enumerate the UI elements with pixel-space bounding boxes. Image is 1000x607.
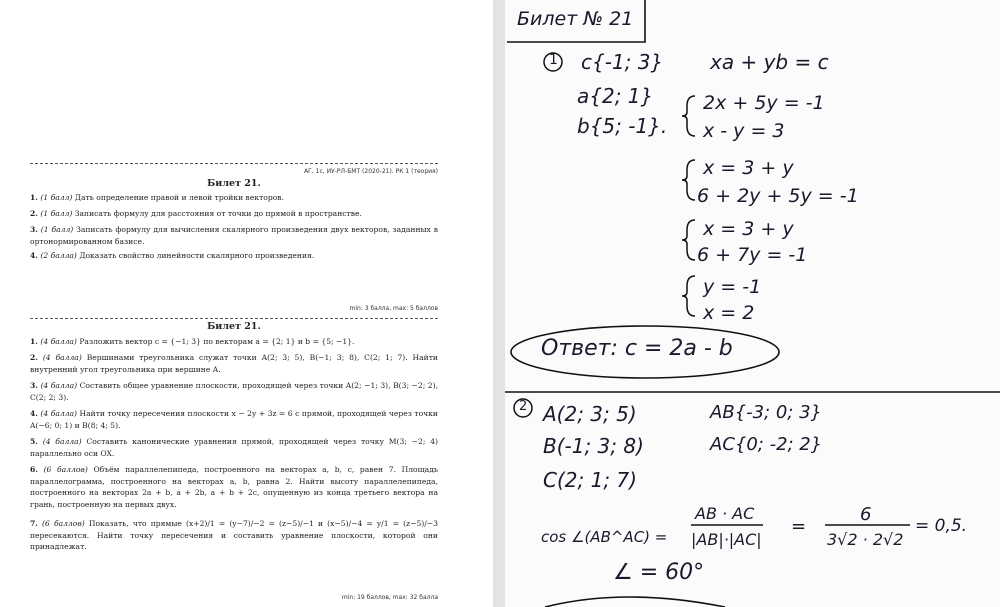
- ticket-title: Билет 21.: [207, 178, 261, 189]
- vector-c: c{-1; 3}: [581, 50, 664, 74]
- point-a: A(2; 3; 5): [543, 402, 637, 426]
- page-divider: [493, 0, 505, 607]
- problem-3: [30, 380, 438, 403]
- score-range: min: 3 балла, max: 5 баллов: [349, 305, 438, 312]
- question-number: 3.: [30, 225, 38, 234]
- question-points: (2 балла): [40, 251, 77, 260]
- cosine-lhs: cos ∠(AB^AC) =: [541, 528, 668, 546]
- question-text: Записать формулу для вычисления скалярного произведения двух векторов, заданных в ортонормированном базисе.: [30, 225, 438, 246]
- question-text: Вершинами треугольника служат точки A(2; 3; 5), B(−1; 3; 8), C(2; 1; 7). Найти внутренний угол треугольника при вершине A.: [30, 353, 438, 374]
- ticket-sheets: [0, 0, 493, 607]
- vector-b: b{5; -1}.: [577, 114, 668, 138]
- question-number: 4.: [30, 409, 38, 418]
- question-number: 2.: [30, 209, 38, 218]
- system-1-eq-2: x - y = 3: [703, 120, 785, 142]
- question-points: (6 баллов): [42, 519, 85, 528]
- problem-6: [30, 464, 438, 510]
- question-points: (1 балл): [40, 209, 73, 218]
- question-number: 4.: [30, 251, 38, 260]
- fraction-2-denominator: 3√2 · 2√2: [827, 530, 904, 549]
- question-points: (6 баллов): [43, 465, 88, 474]
- question-number: 3.: [30, 381, 38, 390]
- fraction-numerator: AB · AC: [695, 504, 755, 523]
- cosine-result: = 0,5.: [915, 516, 968, 536]
- equals-sign: =: [791, 516, 807, 537]
- problem-4: [30, 408, 438, 431]
- question-text: Составить канонические уравнения прямой, проходящей через точку M(3; −2; 4) параллельно оси OX.: [30, 437, 439, 458]
- question-points: (1 балл): [40, 193, 73, 202]
- score-range: min: 19 баллов, max: 32 балла: [341, 594, 438, 601]
- question-number: 1.: [30, 337, 38, 346]
- fraction-denominator: |AB|·|AC|: [691, 530, 762, 549]
- question-points: (4 балла): [42, 437, 82, 446]
- question-text: Составить общее уравнение плоскости, проходящей через точки A(2; −1; 3), B(3; −2; 2), C(2; 2; 3).: [30, 381, 438, 402]
- question-points: (4 балла): [40, 381, 78, 390]
- problem-7: [30, 518, 438, 553]
- problem-2: [30, 352, 438, 375]
- ticket-title: Билет 21.: [207, 321, 261, 332]
- vector-ab: AB{-3; 0; 3}: [710, 402, 822, 423]
- system-4-eq-2: x = 2: [703, 302, 755, 324]
- question-points: (4 балла): [40, 337, 77, 346]
- question-text: Записать формулу для расстояния от точки до прямой в пространстве.: [74, 209, 362, 218]
- question-points: (4 балла): [40, 409, 78, 418]
- solution-heading: Билет № 21: [517, 8, 634, 30]
- question-points: (4 балла): [42, 353, 82, 362]
- vector-ac: AC{0; -2; 2}: [710, 434, 823, 455]
- question-number: 5.: [30, 437, 38, 446]
- problem-number: 1: [549, 52, 558, 68]
- question-text: Показать, что прямые (x+2)/1 = (y−7)/−2 = (z−5)/−1 и (x−5)/−4 = y/1 = (z−5)/−3 пересекаются. Найти точку пересечения и составить уравнение плоскости, которой они принадлежат.: [30, 519, 439, 551]
- point-b: B(-1; 3; 8): [543, 434, 644, 458]
- question-text: Объём параллелепипеда, построенного на векторах a, b, c, равен 7. Площадь параллелограмма, построенного на векторах a, b, равна 2. Найти высоту параллелепипеда, построенного на векторах 2a + b, a + 2b, a + b + 2c, опущенную из конца третьего вектора на грань, построенную на первых двух.: [30, 465, 439, 509]
- vector-a: a{2; 1}: [577, 84, 654, 108]
- system-3-eq-2: 6 + 7y = -1: [697, 244, 808, 266]
- angle-result: ∠ = 60°: [613, 560, 705, 585]
- system-1-eq-1: 2x + 5y = -1: [703, 92, 825, 114]
- answer-text: Ответ: c = 2a - b: [541, 336, 733, 361]
- system-2-eq-2: 6 + 2y + 5y = -1: [697, 185, 859, 207]
- question-text: Доказать свойство линейности скалярного произведения.: [79, 251, 315, 260]
- decomposition-equation: xa + yb = c: [710, 50, 829, 74]
- handwritten-solution: [505, 0, 1000, 607]
- question-number: 2.: [30, 353, 38, 362]
- system-2-eq-1: x = 3 + y: [703, 157, 794, 179]
- problem-1: [30, 336, 438, 348]
- theory-question-1: [30, 192, 438, 204]
- question-number: 1.: [30, 193, 38, 202]
- question-text: Найти точку пересечения плоскости x − 2y + 3z = 6 с прямой, проходящей через точки A(−6; 0; 1) и B(8; 4; 5).: [30, 409, 438, 430]
- problem-5: [30, 436, 438, 459]
- question-number: 6.: [30, 465, 38, 474]
- theory-question-2: [30, 208, 438, 220]
- fraction-2-numerator: 6: [860, 504, 872, 525]
- question-points: (1 балл): [40, 225, 74, 234]
- problem-number: 2: [519, 399, 528, 414]
- question-text: Дать определение правой и левой тройки векторов.: [74, 193, 284, 202]
- cut-line: [30, 318, 438, 319]
- question-number: 7.: [30, 519, 38, 528]
- question-text: Разложить вектор c = {−1; 3} по векторам a = {2; 1} и b = {5; −1}.: [79, 337, 355, 346]
- system-4-eq-1: y = -1: [703, 276, 762, 298]
- system-3-eq-1: x = 3 + y: [703, 218, 794, 240]
- point-c: C(2; 1; 7): [543, 468, 637, 492]
- theory-question-3: [30, 224, 438, 247]
- sheet-header: АГ, 1с, ИУ-РЛ-БМТ (2020-21). РК 1 (теория): [304, 168, 438, 175]
- theory-question-4: [30, 250, 438, 262]
- cut-line: [30, 163, 438, 164]
